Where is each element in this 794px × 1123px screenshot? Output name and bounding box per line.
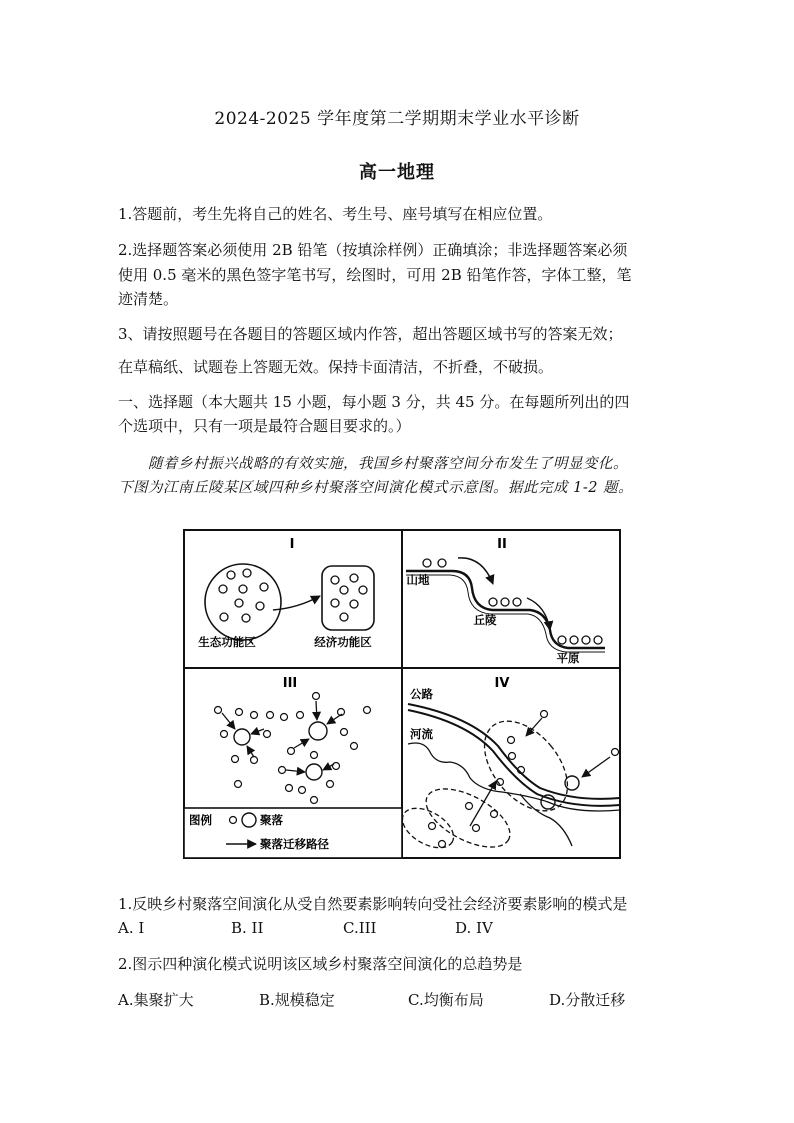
settlement-dot [340, 613, 348, 621]
migration-arrow [582, 757, 610, 777]
road-label: 公路 [410, 687, 433, 701]
settlement-dot [327, 781, 334, 788]
settlement-dot [227, 571, 235, 579]
mountain-label: 山地 [406, 573, 430, 587]
exam-title: 2024-2025 学年度第二学期期末学业水平诊断 [214, 109, 580, 129]
instruction-line: 3、请按照题号在各题目的答题区域内作答，超出答题区域书写的答案无效； [118, 325, 623, 343]
question-2-option-c[interactable]: C.均衡布局 [408, 991, 484, 1009]
legend-title: 图例 [189, 813, 212, 827]
panel-numeral: III [282, 676, 298, 691]
plain-label: 平原 [556, 651, 580, 665]
settlement-dot [236, 709, 243, 716]
settlement-dot [558, 636, 566, 644]
panel-numeral: IV [494, 676, 510, 691]
settlement-dot [582, 636, 590, 644]
settlement-dot [221, 731, 228, 738]
settlement-dot [232, 756, 239, 763]
settlement-dot [299, 787, 306, 794]
settlement-large [309, 722, 327, 740]
settlement-dot [251, 757, 258, 764]
settlement-dot [508, 737, 515, 744]
settlement-dot [219, 585, 227, 593]
migration-arrow [526, 718, 542, 736]
question-1-stem: 1.反映乡村聚落空间演化从受自然要素影响转向受社会经济要素影响的模式是 [118, 895, 628, 913]
hill-label: 丘陵 [473, 613, 497, 627]
panel-2 [406, 537, 605, 665]
settlement-dot [466, 803, 473, 810]
settlement-dot [501, 598, 509, 606]
settlement-dot [256, 602, 264, 610]
section-heading: 个选项中，只有一项是最符合题目要求的。） [118, 417, 411, 435]
settlement-dot [267, 712, 274, 719]
econ-zone-rect [322, 566, 374, 630]
settlement-dot [350, 574, 358, 582]
settlement-dot [264, 731, 271, 738]
migration-arrow [247, 746, 254, 757]
instruction-line: 使用 0.5 毫米的黑色签字笔书写，绘图时，可用 2B 铅笔作答，字体工整，笔 [118, 266, 632, 284]
settlement-dot [220, 613, 228, 621]
legend-migration-label: 聚落迁移路径 [260, 837, 329, 851]
settlement-dot [243, 569, 251, 577]
migration-arrow [294, 739, 309, 748]
settlement-dot [509, 753, 516, 760]
settlement-dot [570, 636, 578, 644]
settlement-dot [281, 714, 288, 721]
settlement-evolution-figure [180, 526, 625, 864]
migration-arrow [222, 713, 235, 729]
settlement-dot [251, 712, 258, 719]
eco-zone-label: 生态功能区 [198, 635, 256, 649]
question-2-option-b[interactable]: B.规模稳定 [259, 991, 335, 1009]
settlement-dot [423, 559, 431, 567]
settlement-dot [489, 598, 497, 606]
panel-4 [396, 676, 620, 859]
settlement-dot [297, 712, 304, 719]
question-1-option-b[interactable]: B. II [231, 919, 264, 937]
question-1-option-a[interactable]: A. I [118, 919, 145, 937]
instruction-line: 1.答题前，考生先将自己的姓名、考生号、座号填写在相应位置。 [118, 205, 553, 223]
settlement-dot [260, 583, 268, 591]
settlement-dot [313, 693, 320, 700]
settlement-dot [331, 599, 339, 607]
settlement-dot [239, 585, 247, 593]
section-heading: 一、选择题（本大题共 15 小题，每小题 3 分，共 45 分。在每题所列出的四 [118, 393, 630, 411]
settlement-dot [235, 599, 243, 607]
question-1-option-c[interactable]: C.III [343, 919, 377, 937]
settlement-dot [340, 586, 348, 594]
migration-arrow [251, 729, 264, 734]
stimulus-text: 下图为江南丘陵某区域四种乡村聚落空间演化模式示意图。据此完成 1-2 题。 [118, 480, 634, 496]
econ-zone-label: 经济功能区 [314, 635, 372, 649]
settlement-large [306, 764, 322, 780]
settlement-dot [279, 767, 286, 774]
settlement-dot [491, 811, 498, 818]
settlement-dot [513, 598, 521, 606]
settlement-dot [331, 576, 339, 584]
migration-arrow [327, 714, 342, 724]
panel-numeral: II [497, 537, 507, 552]
settlement-dot [594, 636, 602, 644]
legend-settlement-label: 聚落 [260, 813, 283, 827]
migration-arrow [286, 770, 305, 772]
settlement-dot [215, 707, 222, 714]
settlement-dot [351, 743, 358, 750]
settlement-dot [359, 586, 367, 594]
settlement-large [234, 729, 250, 745]
settlement-dot [235, 781, 242, 788]
settlement-dot [341, 729, 348, 736]
settlement-dot [439, 841, 446, 848]
instruction-line: 迹清楚。 [118, 290, 179, 308]
terrain-profile [406, 575, 605, 652]
panel-1 [198, 537, 374, 649]
settlement-dot [286, 785, 293, 792]
settlement-dot [438, 559, 446, 567]
settlement-dot [541, 711, 548, 718]
settlement-dot [364, 707, 371, 714]
settlement-dot [288, 748, 295, 755]
settlement-dot [429, 823, 436, 830]
settlement-dot [311, 752, 318, 759]
instruction-line: 在草稿纸、试题卷上答题无效。保持卡面清洁，不折叠，不破损。 [118, 358, 554, 376]
panel-numeral: I [289, 537, 295, 552]
river-label: 河流 [410, 727, 433, 741]
settlement-dot [242, 614, 250, 622]
question-2-option-d[interactable]: D.分散迁移 [549, 991, 626, 1009]
migration-arrow [316, 701, 317, 720]
instruction-line: 2.选择题答案必须使用 2B 铅笔（按填涂样例）正确填涂；非选择题答案必须 [118, 241, 628, 259]
settlement-dot [311, 797, 318, 804]
subject-title: 高一地理 [359, 162, 435, 183]
settlement-dot [350, 600, 358, 608]
panel-3 [184, 676, 402, 858]
stimulus-text: 随着乡村振兴战略的有效实施，我国乡村聚落空间分布发生了明显变化。 [148, 456, 628, 472]
settlement-dot [473, 825, 480, 832]
question-1-option-d[interactable]: D. IV [455, 919, 493, 937]
settlement-dot [612, 749, 619, 756]
road [408, 710, 620, 806]
question-2-option-a[interactable]: A.集聚扩大 [118, 991, 194, 1009]
question-2-stem: 2.图示四种演化模式说明该区域乡村聚落空间演化的总趋势是 [118, 955, 523, 973]
